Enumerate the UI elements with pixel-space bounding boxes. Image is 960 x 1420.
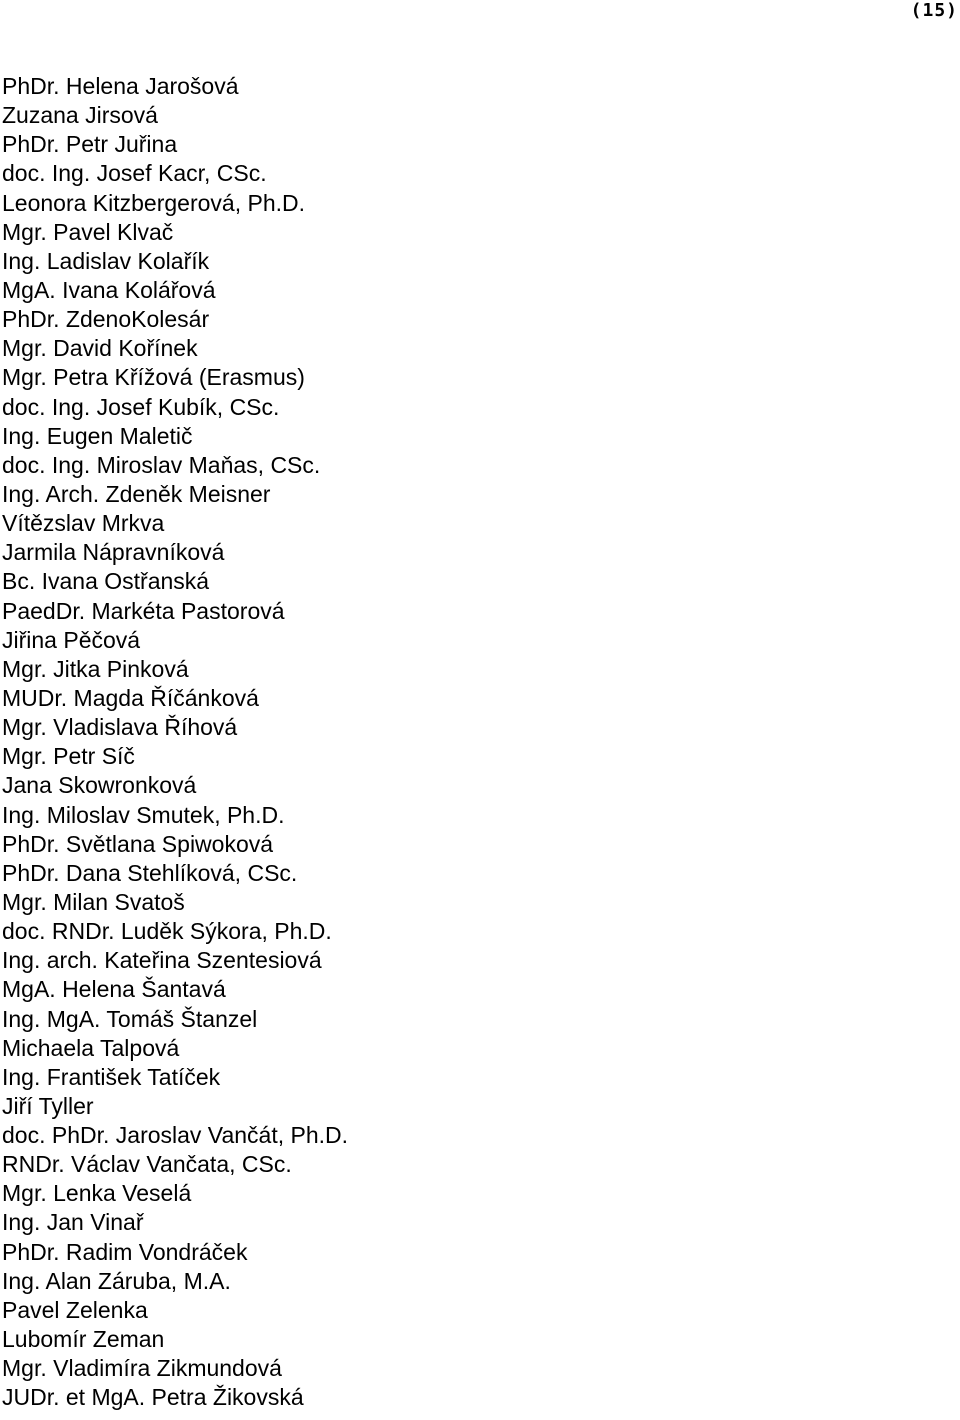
list-item: Ing. Jan Vinař xyxy=(2,1209,144,1236)
list-item: Mgr. Milan Svatoš xyxy=(2,888,185,915)
list-item: Lubomír Zeman xyxy=(2,1326,165,1353)
list-item: MgA. Ivana Kolářová xyxy=(2,276,216,303)
list-item: JUDr. et MgA. Petra Žikovská xyxy=(2,1384,304,1411)
list-item: Mgr. Petra Křížová (Erasmus) xyxy=(2,364,305,391)
list-item: Mgr. Lenka Veselá xyxy=(2,1180,192,1207)
list-item: doc. Ing. Miroslav Maňas, CSc. xyxy=(2,451,321,478)
list-item: Michaela Talpová xyxy=(2,1034,180,1061)
list-item: Mgr. Vladislava Říhová xyxy=(2,714,238,741)
list-item: doc. RNDr. Luděk Sýkora, Ph.D. xyxy=(2,918,332,945)
list-item: Ing. MgA. Tomáš Štanzel xyxy=(2,1005,258,1032)
name-list xyxy=(2,72,348,1412)
list-item: Mgr. Vladimíra Zikmundová xyxy=(2,1355,282,1382)
list-item: Mgr. Petr Síč xyxy=(2,743,135,770)
list-item: Jiří Tyller xyxy=(2,1092,94,1119)
list-item: PhDr. Radim Vondráček xyxy=(2,1238,248,1265)
list-item: Mgr. Jitka Pinková xyxy=(2,655,189,682)
list-item: PhDr. Helena Jarošová xyxy=(2,73,239,99)
list-item: Zuzana Jirsová xyxy=(2,102,158,129)
list-item: PhDr. Světlana Spiwoková xyxy=(2,830,274,857)
list-item: MUDr. Magda Říčánková xyxy=(2,684,259,711)
list-item: Ing. Miloslav Smutek, Ph.D. xyxy=(2,801,285,828)
list-item: Ing. Alan Záruba, M.A. xyxy=(2,1267,231,1294)
list-item: Bc. Ivana Ostřanská xyxy=(2,568,210,595)
list-item: PhDr. Dana Stehlíková, CSc. xyxy=(2,859,298,886)
list-item: doc. PhDr. Jaroslav Vančát, Ph.D. xyxy=(2,1122,349,1149)
list-item: Mgr. Pavel Klvač xyxy=(2,218,174,245)
list-item: doc. Ing. Josef Kacr, CSc. xyxy=(2,160,267,187)
list-item: Ing. Arch. Zdeněk Meisner xyxy=(2,480,271,507)
list-item: PhDr. Petr Juřina xyxy=(2,131,178,158)
list-item: Ing. František Tatíček xyxy=(2,1063,221,1090)
list-item: Ing. Eugen Maletič xyxy=(2,422,193,449)
page-number: (15) xyxy=(910,0,958,21)
list-item: Jiřina Pěčová xyxy=(2,626,141,653)
list-item: Mgr. David Kořínek xyxy=(2,335,198,362)
list-item: PaedDr. Markéta Pastorová xyxy=(2,597,285,624)
list-item: Jana Skowronková xyxy=(2,772,197,799)
list-item: PhDr. ZdenoKolesár xyxy=(2,306,210,333)
list-item: doc. Ing. Josef Kubík, CSc. xyxy=(2,393,280,420)
list-item: Jarmila Nápravníková xyxy=(2,539,225,566)
list-item: Ing. Ladislav Kolařík xyxy=(2,247,210,274)
list-item: Ing. arch. Kateřina Szentesiová xyxy=(2,947,322,974)
list-item: Vítězslav Mrkva xyxy=(2,510,165,537)
list-item: RNDr. Václav Vančata, CSc. xyxy=(2,1151,292,1178)
list-item: Pavel Zelenka xyxy=(2,1296,148,1323)
list-item: Leonora Kitzbergerová, Ph.D. xyxy=(2,189,306,216)
list-item: MgA. Helena Šantavá xyxy=(2,976,226,1003)
